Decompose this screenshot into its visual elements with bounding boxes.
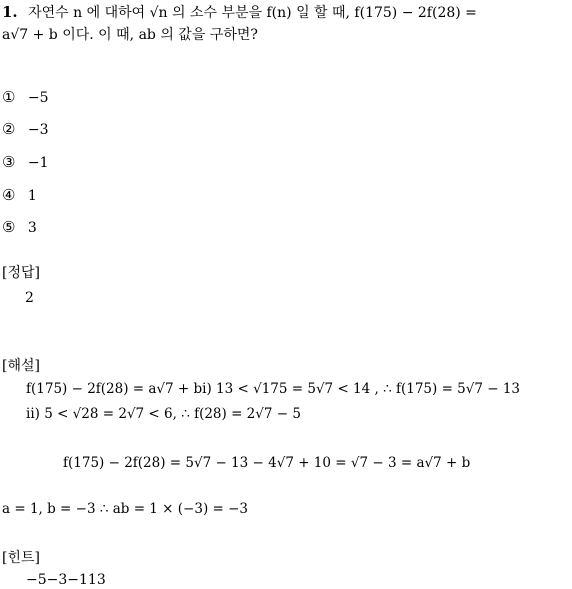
option-3-mark: ③ bbox=[2, 153, 16, 171]
option-5[interactable] bbox=[2, 218, 37, 236]
explanation-line-2: ii) 5 < √28 = 2√7 < 6, ∴ f(28) = 2√7 − 5 bbox=[26, 406, 301, 422]
answer-heading: [정답] bbox=[2, 265, 40, 281]
option-4-value: 1 bbox=[27, 188, 37, 204]
explanation-line-1: f(175) − 2f(28) = a√7 + bi) 13 < √175 = 5√7 < 14 , ∴ f(175) = 5√7 − 13 bbox=[26, 381, 521, 397]
option-1-value: −5 bbox=[27, 90, 49, 106]
question-text-2: a√7 + b 이다. 이 때, ab 의 값을 구하면? bbox=[2, 27, 258, 43]
option-2-value: −3 bbox=[27, 122, 49, 138]
option-1-mark: ① bbox=[2, 88, 16, 106]
option-4[interactable] bbox=[2, 186, 37, 204]
option-4-mark: ④ bbox=[2, 186, 16, 204]
option-5-mark: ⑤ bbox=[2, 218, 16, 236]
option-1[interactable] bbox=[2, 88, 49, 106]
option-3[interactable] bbox=[2, 153, 49, 171]
explanation-line-4: a = 1, b = −3 ∴ ab = 1 × (−3) = −3 bbox=[2, 501, 249, 517]
question-text-1: 자연수 n 에 대하여 √n 의 소수 부분을 f(n) 일 할 때, f(175) − 2f(28) = bbox=[28, 5, 477, 21]
answer-value: 2 bbox=[25, 290, 34, 306]
hint-heading: [힌트] bbox=[2, 550, 40, 566]
question-line-1 bbox=[2, 2, 477, 22]
option-5-value: 3 bbox=[27, 220, 37, 236]
option-2[interactable] bbox=[2, 120, 49, 138]
hint-value: −5−3−113 bbox=[26, 572, 106, 588]
option-2-mark: ② bbox=[2, 120, 16, 138]
question-number: 1. bbox=[2, 3, 18, 21]
explanation-heading: [해설] bbox=[2, 358, 40, 374]
explanation-line-3: f(175) − 2f(28) = 5√7 − 13 − 4√7 + 10 = √7 − 3 = a√7 + b bbox=[63, 455, 471, 471]
option-3-value: −1 bbox=[27, 155, 49, 171]
